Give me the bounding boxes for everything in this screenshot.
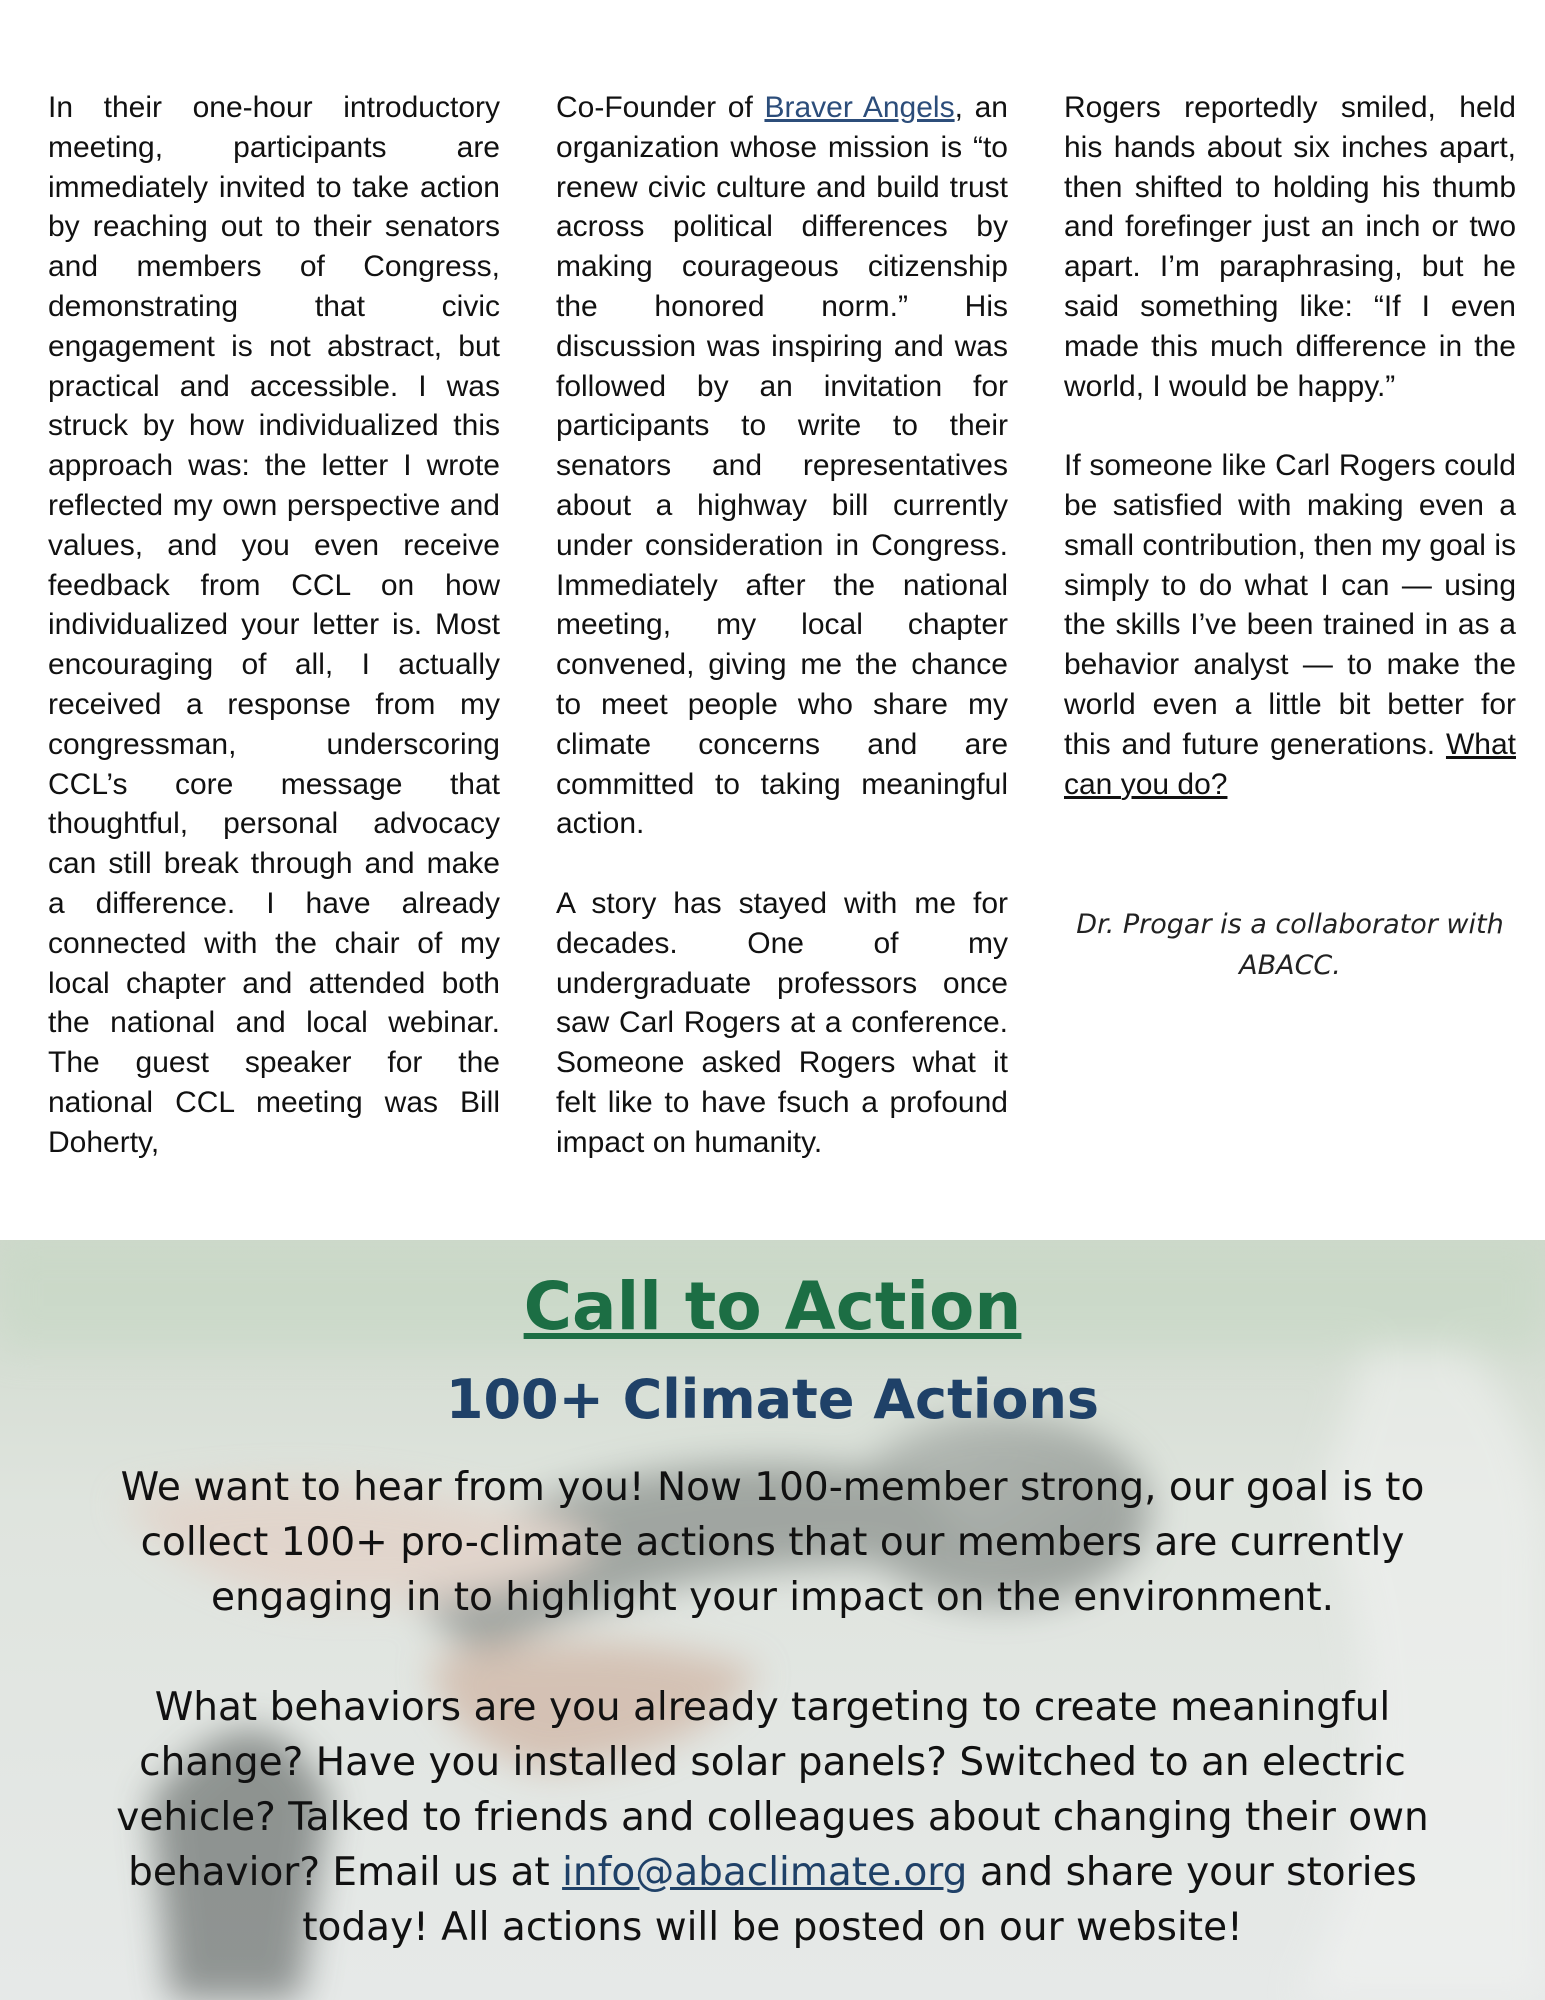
- braver-angels-link[interactable]: Braver Angels: [764, 91, 955, 124]
- what-can-you-do-link[interactable]: What can you do?: [1064, 727, 1516, 801]
- call-to-action-banner: [0, 1240, 1545, 2000]
- article-column-3: [1064, 88, 1516, 986]
- author-caption: Dr. Progar is a collaborator with ABACC.: [1076, 909, 1504, 982]
- column-2-paragraph-2: A story has stayed with me for decades. One of my undergraduate professors once saw Carl Rogers at a conference. Someone asked Rogers what it felt like to have fsuch a profound impact on humanity.: [556, 886, 1008, 1159]
- climate-actions-subtitle: 100+ Climate Actions: [445, 1368, 1100, 1431]
- paragraph-text: , an organization whose mission is “to renew civic culture and build trust across political differences by making courageous citizenship the honored norm.” His discussion was inspiring and was followed by an invitation for participants to write to their senators and representatives about a highway bill currently under consideration in Congress. Immediately after the national meeting, my local chapter convened, giving me the chance to meet people who share my climate concerns and are committed to taking meaningful action.: [556, 91, 1008, 841]
- article-columns: [48, 88, 1516, 1238]
- paragraph-text: What behaviors are you already targeting to create meaningful change? Have you installed solar panels? Switched to an electric vehicle? Talked to friends and colleagues about changing their own behavior? Email us at: [116, 1685, 1429, 1895]
- paragraph-text: and share your stories today! All actions will be posted on our website!: [302, 1850, 1417, 1950]
- email-link[interactable]: info@abaclimate.org: [562, 1850, 968, 1895]
- call-to-action-paragraph-1: We want to hear from you! Now 100-member strong, our goal is to collect 100+ pro-climate actions that our members are currently engaging in to highlight your impact on the environment.: [120, 1465, 1425, 1620]
- call-to-action-paragraph-2: [70, 1680, 1475, 1955]
- column-2-paragraph-1: [556, 88, 1008, 844]
- article-column-2: [556, 88, 1008, 1163]
- article-column-1: [48, 88, 500, 1163]
- call-to-action-title: Call to Action: [523, 1268, 1022, 1345]
- paragraph-text: Co-Founder of: [556, 91, 765, 124]
- column-3-paragraph-2: [1064, 446, 1516, 804]
- paragraph-text: If someone like Carl Rogers could be satisfied with making even a small contribution, then my goal is simply to do what I can — using the skills I’ve been trained in as a behavior analyst — to make the world even a little bit better for this and future generations.: [1064, 449, 1516, 761]
- column-1-paragraph: In their one-hour introductory meeting, participants are immediately invited to take action by reaching out to their senators and members of Congress, demonstrating that civic engagement is not abstract, but practical and accessible. I was struck by how individualized this approach was: the letter I wrote reflected my own perspective and values, and you even receive feedback from CCL on how individualized your letter is. Most encouraging of all, I actually received a response from my congressman, underscoring CCL’s core message that thoughtful, personal advocacy can still break through and make a difference. I have already connected with the chair of my local chapter and attended both the national and local webinar. The guest speaker for the national CCL meeting was Bill Doherty,: [48, 91, 500, 1159]
- column-3-paragraph-1: Rogers reportedly smiled, held his hands about six inches apart, then shifted to holding his thumb and forefinger just an inch or two apart. I’m paraphrasing, but he said something like: “If I even made this much difference in the world, I would be happy.”: [1064, 91, 1516, 403]
